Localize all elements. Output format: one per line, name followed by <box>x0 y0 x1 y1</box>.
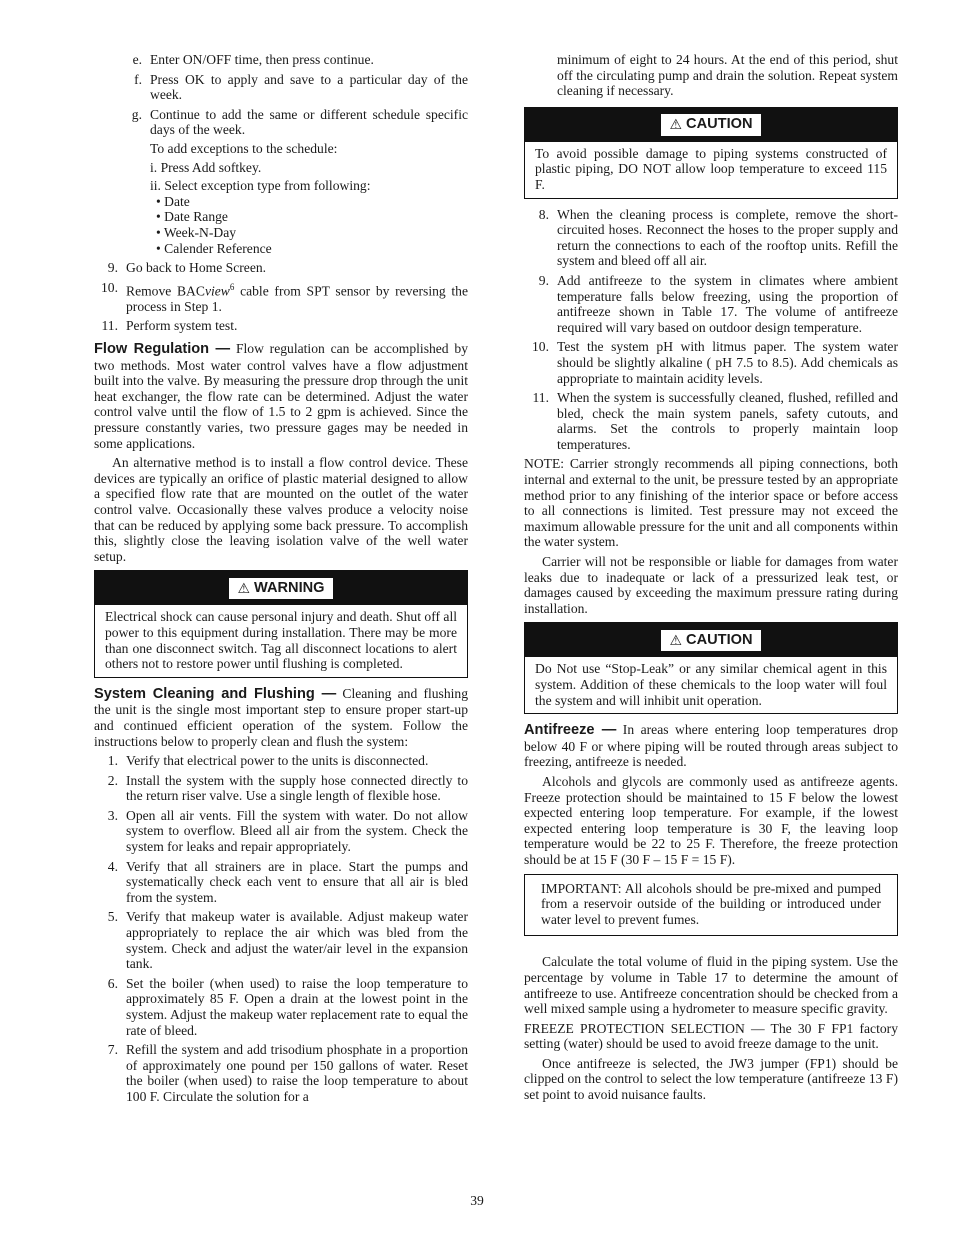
list-item: 3. Open all air vents. Fill the system with water. Do not allow system to overflow. Bleed all air from the system. Check the system for leaks and repair appropriately. <box>107 807 468 855</box>
section-heading: Flow Regulation — <box>94 341 231 358</box>
caution-box <box>524 622 898 714</box>
paragraph: FREEZE PROTECTION SELECTION — The 30 F FP1 factory setting (water) should be used to avoid freeze damage to the unit. <box>524 1020 898 1052</box>
list-item: 8. When the cleaning process is complete, remove the short-circuited hoses. Reconnect the hoses to the proper supply and return the connections to each of the rooftop units. Refill the system and bleed off all air. <box>538 206 898 269</box>
list-item: 10. Remove BACview$^6$ cable from SPT sensor by reversing the process in Step 1. <box>101 279 468 314</box>
paragraph: An alternative method is to install a flow control device. These devices are typically an orifice of plastic material designed to allow a specified flow rate that are mounted on the outlet of the water control valve. Occasionally these valves produce a velocity noise that can be reduced by applying some back pressure. To accomplish this, slightly close the leaving isolation valve of the well water setup. <box>94 455 468 564</box>
bullet-item: • Calender Reference <box>156 240 272 256</box>
antifreeze-paragraph: Antifreeze — In areas where entering loop temperatures drop below 40 F or where piping will be routed through areas subject to freezing, antifreeze is needed. <box>524 722 898 770</box>
page-number: 39 <box>470 1193 484 1208</box>
warning-triangle-icon: ⚠ <box>669 631 683 648</box>
list-item: 10. Test the system pH with litmus paper. The system water should be slightly alkaline ( pH 7.5 to 8.5). Add chemicals as appropriate to maintain acidity levels. <box>532 339 898 386</box>
caution-badge: ⚠ CAUTION <box>661 630 760 652</box>
exception-step-ii: ii. Select exception type from following: <box>150 178 371 194</box>
caution-text: To avoid possible damage to piping systems constructed of plastic piping, DO NOT allow loop temperature to exceed 115 F. <box>535 145 887 192</box>
exceptions-intro: To add exceptions to the schedule: <box>150 140 338 156</box>
paragraph: Calculate the total volume of fluid in the piping system. Use the percentage by volume in Table 17 to determine the amount of antifreeze to use. Antifreeze concentration should be checked from a well mixed sample using a hydrometer to measure specific gravity. <box>524 954 898 1017</box>
list-item: g. Continue to add the same or different schedule specific days of the week. <box>131 106 468 138</box>
note-paragraph: NOTE: Carrier strongly recommends all piping connections, both internal and external to the unit, be pressure tested by an appropriate method prior to any finishing of the interior space or before access to all connections is limited. Test pressure may not exceed the maximum allowable pressure for the unit and all components within the water system. <box>524 456 898 550</box>
warning-box <box>94 570 468 677</box>
list-item: 9. Go back to Home Screen. <box>107 260 267 276</box>
bullet-item: • Week-N-Day <box>156 224 237 240</box>
caution-box <box>524 107 898 199</box>
list-item: 2. Install the system with the supply hose connected directly to the return riser valve. Use a single length of flexible hose. <box>107 772 468 804</box>
list-item: 11. When the system is successfully cleaned, flushed, refilled and bled, check the main system panels, safety cutouts, and alarms. Set the controls to properly maintain loop temperatures. <box>532 390 898 452</box>
list-item: 9. Add antifreeze to the system in climates where ambient temperature falls below freezing, using the proportion of antifreeze shown in Table 17. The volume of antifreeze required will vary based on outdoor design temperature. <box>538 272 898 335</box>
paragraph: Once antifreeze is selected, the JW3 jumper (FP1) should be clipped on the control to select the low temperature (antifreeze 13 F) set point to avoid nuisance faults. <box>524 1055 898 1103</box>
right-column <box>524 52 898 1107</box>
continued-step-text: minimum of eight to 24 hours. At the end of this period, shut off the circulating pump and drain the solution. Repeat system cleaning if necessary. <box>557 52 898 99</box>
list-item: 7. Refill the system and add trisodium phosphate in a proportion of approximately one pound per 150 gallons of water. Reset the boiler (when used) to raise the loop temperature to about 100 F. Circulate the solution for a <box>107 1042 468 1104</box>
warning-triangle-icon: ⚠ <box>669 115 683 132</box>
list-item: 11. Perform system test. <box>101 318 238 334</box>
bullet-item: • Date Range <box>156 209 228 225</box>
list-item: 4. Verify that all strainers are in place. Start the pumps and systematically check each vent to ensure that all air is bled from the system. <box>107 858 468 905</box>
exception-step-i: i. Press Add softkey. <box>150 159 262 175</box>
section-heading: System Cleaning and Flushing — <box>94 685 337 702</box>
important-box: IMPORTANT: All alcohols should be pre-mixed and pumped from a reservoir outside of the building or introduced under water level to prevent fumes. <box>524 874 898 937</box>
warning-badge: ⚠ WARNING <box>229 578 332 600</box>
list-item: 6. Set the boiler (when used) to raise the loop temperature to approximately 85 F. Open a drain at the lowest point in the system. Adjust the makeup water replacement rate to equal the rate of bleed. <box>107 975 468 1038</box>
list-item: f. Press OK to apply and save to a particular day of the week. <box>134 71 468 103</box>
flow-regulation-paragraph: Flow Regulation — Flow regulation can be accomplished by two methods. Most water control valves have a flow adjustment built into the valve. By measuring the pressure drop through the unit heat exchanger, the flow rate can be determined. Adjust the water control valve until the flow of 1.5 to 2 gpm is achieved. Since the pressure constantly varies, two pressure gages may be needed in some applications. <box>94 341 468 451</box>
list-item: 1. Verify that electrical power to the units is disconnected. <box>107 753 429 769</box>
bullet-item: • Date <box>156 193 190 209</box>
caution-badge: ⚠ CAUTION <box>661 114 760 136</box>
caution-text: Do Not use “Stop-Leak” or any similar chemical agent in this system. Addition of these chemicals to the loop water will foul the system and will inhibit unit operation. <box>535 661 887 708</box>
left-column <box>94 52 468 1109</box>
warning-triangle-icon: ⚠ <box>237 579 250 596</box>
paragraph: Carrier will not be responsible or liable for damages from water leaks due to inadequate or lack of a pressurized leak test, or damages caused by exceeding the maximum pressure rating during installation. <box>524 554 898 616</box>
cleaning-paragraph: System Cleaning and Flushing — Cleaning and flushing the unit is the single most important step to ensure proper start-up and continued efficient operation of the system. Follow the instructions below to properly clean and flush the system: <box>94 685 469 749</box>
paragraph: Alcohols and glycols are commonly used as antifreeze agents. Freeze protection should be maintained to 15 F below the lowest expected entering loop temperature. For example, if the lowest expected entering loop temperature is 30 F, the leaving loop temperature would be 22 to 25 F. Therefore, the freeze protection should be at 15 F (30 F – 15 F = 15 F). <box>524 773 898 867</box>
list-item: e. Enter ON/OFF time, then press continue. <box>132 52 374 67</box>
warning-text: Electrical shock can cause personal injury and death. Shut off all power to this equipment during installation. There may be more than one disconnect switch. Tag all disconnect locations to alert others not to restore power until flushing is completed. <box>105 609 457 672</box>
section-heading: Antifreeze — <box>524 722 617 739</box>
list-item: 5. Verify that makeup water is available. Adjust makeup water appropriately to replace the air which was bled from the system. Check and adjust the water/air level in the expansion tank. <box>107 909 468 972</box>
